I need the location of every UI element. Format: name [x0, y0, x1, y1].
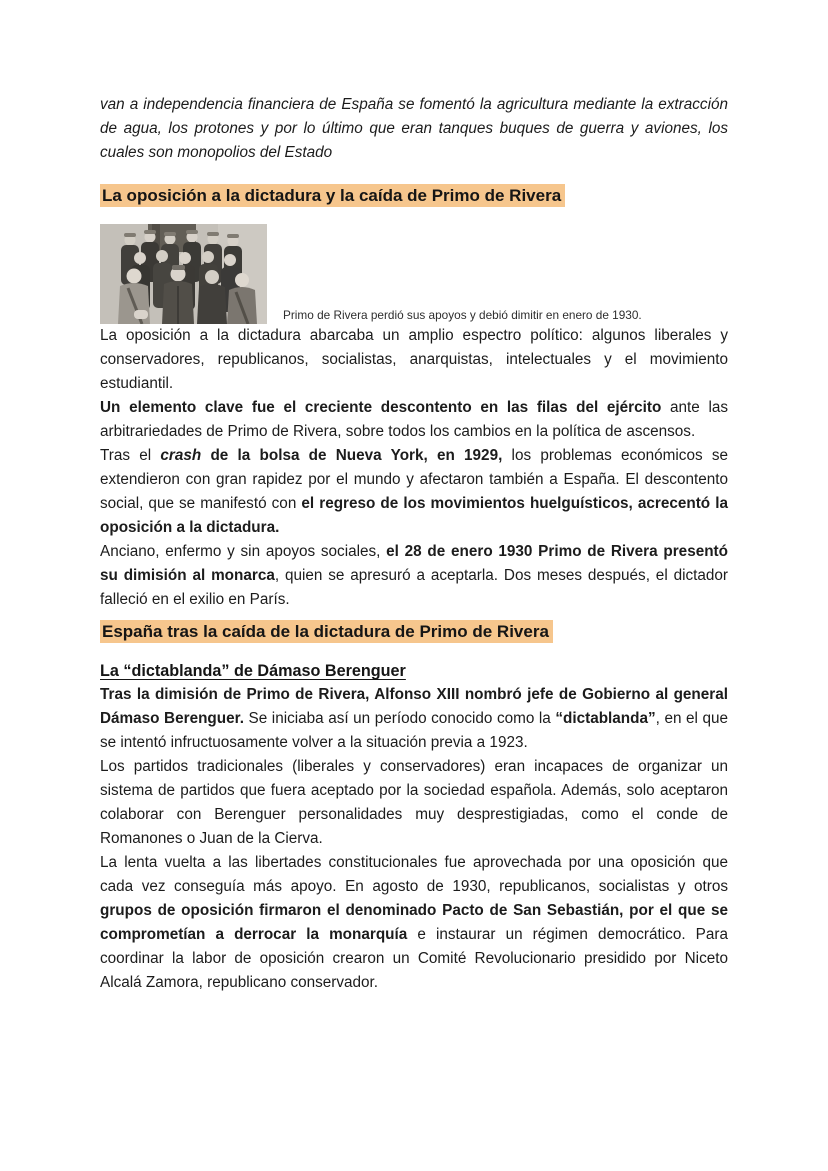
group-photo-image [100, 224, 267, 324]
paragraph-crash-1929: Tras el crash de la bolsa de Nueva York, en 1929, los problemas económicos se extendieron con gran rapidez por el mundo y afectaron también a España. El descontento social, que se manifestó con el regreso de los movimientos huelguísticos, acrecentó la oposición a la dictadura. [100, 447, 728, 536]
figure-primo-de-rivera [100, 224, 728, 324]
subheading-dictablanda: La “dictablanda” de Dámaso Berenguer [100, 662, 406, 680]
paragraph-traditional-parties: Los partidos tradicionales (liberales y conservadores) eran incapaces de organizar un sistema de partidos que fuera aceptado por la sociedad española. Además, solo aceptaron colaborar con Berenguer personalidades muy desprestigiadas, como el conde de Romanones o Juan de la Cierva. [100, 758, 728, 847]
photo-caption: Primo de Rivera perdió sus apoyos y debió dimitir en enero de 1930. [283, 308, 642, 322]
section-heading-opposition [100, 183, 728, 209]
intro-paragraph: van a independencia financiera de España se fomentó la agricultura mediante la extracción de agua, los protones y por lo último que eran tanques buques de guerra y aviones, los cuales son monopolios del Estado [100, 96, 728, 161]
paragraph-resignation: Anciano, enfermo y sin apoyos sociales, el 28 de enero 1930 Primo de Rivera presentó su dimisión al monarca, quien se apresuró a aceptarla. Dos meses después, el dictador falleció en el exilio en París. [100, 543, 728, 608]
highlighted-heading-text: España tras la caída de la dictadura de Primo de Rivera [100, 620, 553, 643]
highlighted-heading-text: La oposición a la dictadura y la caída de Primo de Rivera [100, 184, 565, 207]
paragraph-opposition-spectrum: La oposición a la dictadura abarcaba un amplio espectro político: algunos liberales y conservadores, republicanos, socialistas, anarquistas, intelectuales y el movimiento estudiantil. [100, 327, 728, 392]
paragraph-pacto-san-sebastian: La lenta vuelta a las libertades constitucionales fue aprovechada por una oposición que cada vez conseguía más apoyo. En agosto de 1930, republicanos, socialistas y otros grupos de oposición firmaron el denominado Pacto de San Sebastián, por el que se comprometían a derrocar la monarquía e instaurar un régimen democrático. Para coordinar la labor de oposición crearon un Comité Revolucionario presidido por Niceto Alcalá Zamora, republicano conservador. [100, 854, 728, 991]
photo-illustration [100, 224, 267, 324]
paragraph-berenguer: Tras la dimisión de Primo de Rivera, Alfonso XIII nombró jefe de Gobierno al general Dámaso Berenguer. Se iniciaba así un período conocido como la “dictablanda”, en el que se intentó infructuosamente volver a la situación previa a 1923. [100, 686, 728, 751]
paragraph-army-discontent: Un elemento clave fue el creciente descontento en las filas del ejército ante las arbitrariedades de Primo de Rivera, sobre todos los cambios en la política de ascensos. [100, 399, 729, 440]
section-heading-after-fall [100, 619, 728, 645]
